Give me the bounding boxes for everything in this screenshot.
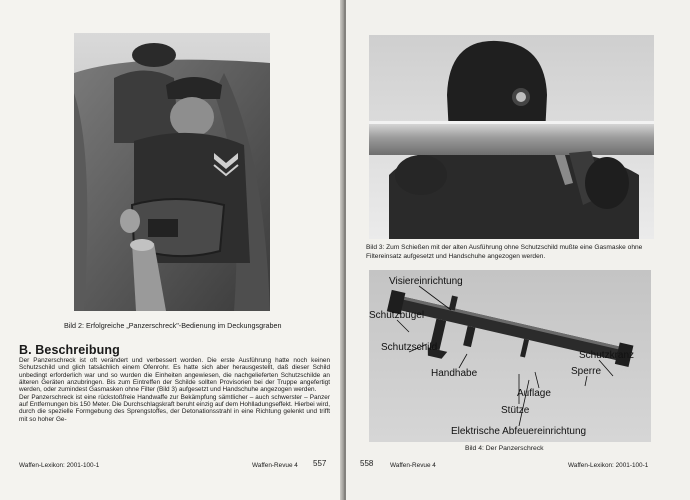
photo-caption-bild3: Bild 3: Zum Schießen mit der alten Ausführung ohne Schutzschild mußte eine Gasmaske ohne Filtereinsatz aufgesetzt und Handschuhe angezogen werden. xyxy=(366,244,643,260)
gasmask-photo xyxy=(369,35,654,239)
label-schutzbuegel: Schutzbügel xyxy=(369,310,425,321)
weapon-diagram xyxy=(369,270,651,442)
label-schutzkranz: Schutzkranz xyxy=(579,350,635,361)
footer-right-label: Waffen-Lexikon: 2001-100-1 xyxy=(568,462,649,469)
footer-left-label: Waffen-Revue 4 xyxy=(390,462,436,469)
photo-caption-bild4: Bild 4: Der Panzerschreck xyxy=(465,445,544,452)
footer-right-label: Waffen-Revue 4 xyxy=(252,462,298,469)
label-visier: Visiereinrichtung xyxy=(389,276,463,287)
label-schutzschild: Schutzschild xyxy=(381,342,438,353)
footer-left-label: Waffen-Lexikon: 2001-100-1 xyxy=(19,462,100,469)
left-page xyxy=(0,0,344,500)
section-title: B. Beschreibung xyxy=(19,343,120,357)
body-text xyxy=(19,357,330,423)
label-sperre: Sperre xyxy=(571,366,602,377)
page-number: 558 xyxy=(360,459,374,468)
paragraph-1: Der Panzerschreck ist oft verändert und verbessert worden. Die erste Ausführung hatte noch keinen Schutzschild und glich tatsächlich einem Ofenrohr. Es hatte sich aber herausgestellt, daß dieser Schild unbedingt erforderlich war und so wurden die Einheiten angewiesen, die nachgelieferten Schutzschilde an älteren Geräten anzubringen. Bis zum Eintreffen der Schilde sollten Provisorien bei der Truppe angefertigt werden, oder zumindest Gasmasken ohne Filter (Bild 3) aufgesetzt und Handschuhe angezogen werden. xyxy=(19,357,330,394)
label-stuetze: Stütze xyxy=(501,405,530,416)
photo-caption-bild2: Bild 2: Erfolgreiche „Panzerschreck"-Bedienung im Deckungsgraben xyxy=(64,321,282,330)
label-abfeuer: Elektrische Abfeuereinrichtung xyxy=(451,426,587,437)
label-auflage: Auflage xyxy=(517,388,551,399)
page-number: 557 xyxy=(313,459,327,468)
right-page xyxy=(346,0,690,500)
trench-photo xyxy=(74,33,270,311)
label-handhabe: Handhabe xyxy=(431,368,478,379)
paragraph-2: Der Panzerschreck ist eine rückstoßfreie Handwaffe zur Bekämpfung sämtlicher – auch schwerster – Panzer auf Entfernungen bis 150 Meter. Die Durchschlagskraft beruht einzig auf dem Hohlladungseffekt. Hierbei wird, durch die spezielle Formgebung des Sprengstoffes, der Detonationsstrahl in eine Richtung gelenkt und trifft mit so hoher Ge- xyxy=(19,393,330,423)
